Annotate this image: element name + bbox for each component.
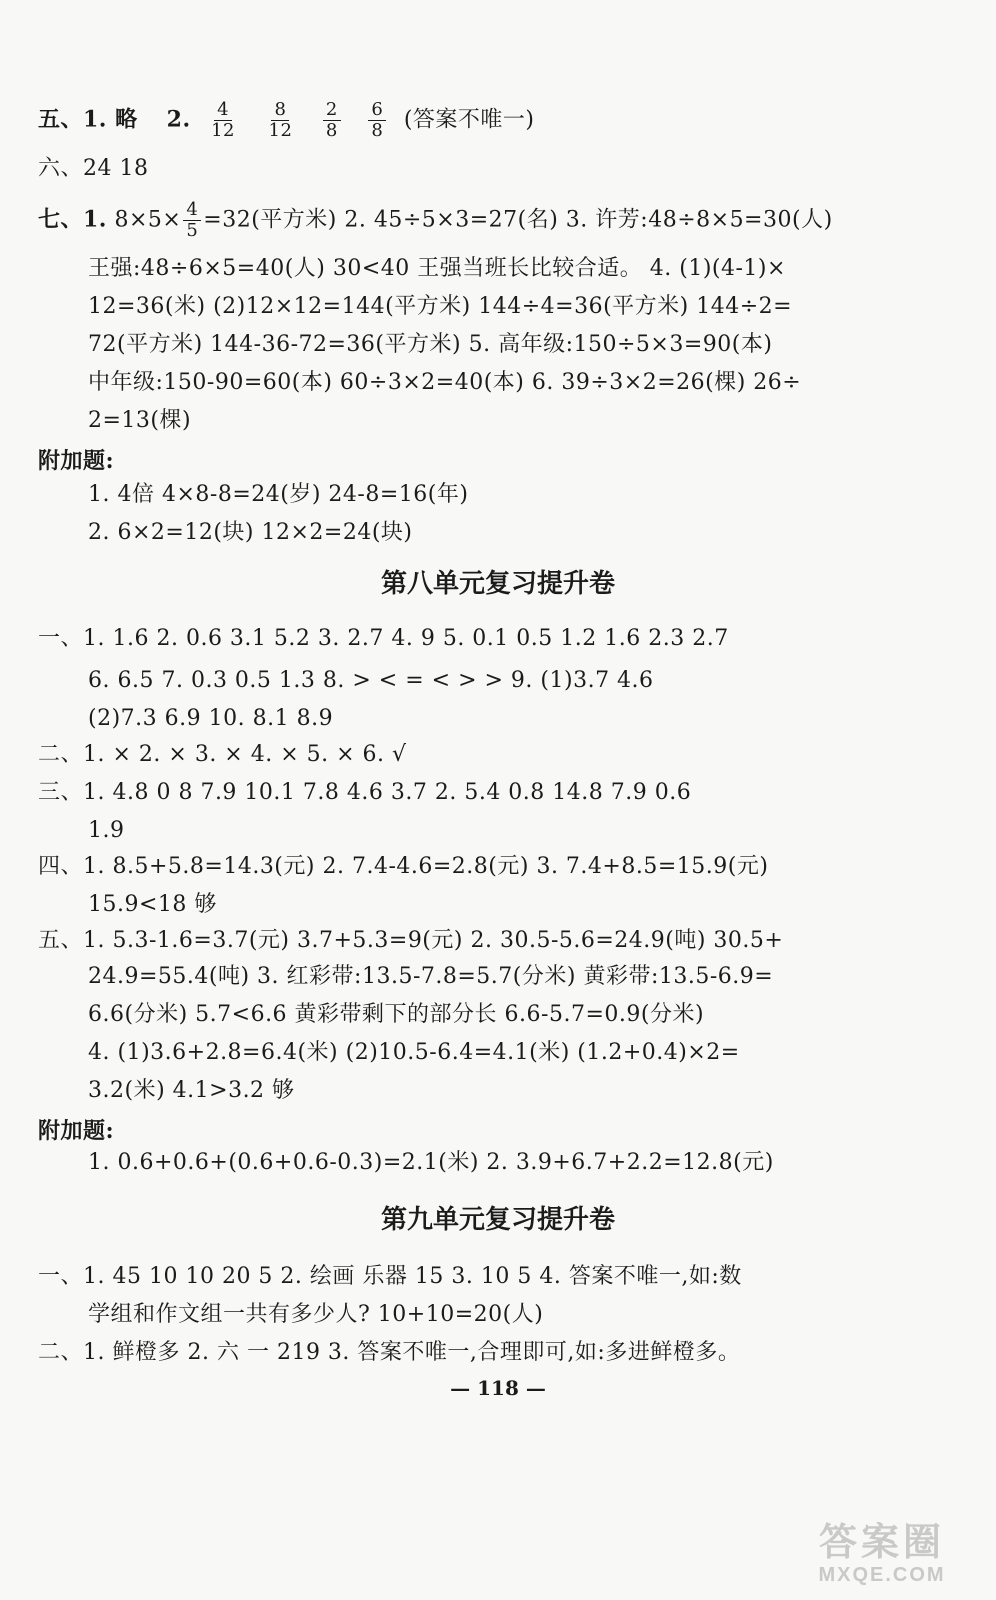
fraction	[183, 200, 201, 241]
sec7-line-1	[38, 200, 833, 241]
watermark-url: MXQE.COM	[818, 1564, 946, 1586]
fraction	[368, 100, 386, 141]
sec7-lead: 七、1.	[38, 206, 107, 233]
sec7-line-2: 王强:48÷6×5=40(人) 30<40 王强当班长比较合适。 4. (1)(4-1)×	[88, 256, 786, 281]
unit9-line: 一、1. 45 10 10 20 5 2. 绘画 乐器 15 3. 10 5 4. 答案不唯一,如:数	[38, 1264, 742, 1289]
unit8-line: 6.6(分米) 5.7<6.6 黄彩带剩下的部分长 6.6-5.7=0.9(分米)	[88, 1002, 705, 1027]
unit9-line: 学组和作文组一共有多少人? 10+10=20(人)	[88, 1302, 544, 1327]
unit8-line: 24.9=55.4(吨) 3. 红彩带:13.5-7.8=5.7(分米) 黄彩带:13.5-6.9=	[88, 964, 774, 989]
sec5-note: (答案不唯一)	[403, 107, 535, 133]
unit8-line: 15.9<18 够	[88, 892, 217, 917]
sec7-line-3: 12=36(米) (2)12×12=144(平方米) 144÷4=36(平方米) 144÷2=	[88, 294, 793, 319]
sec6-line: 六、24 18	[38, 156, 149, 181]
sec7-line-5: 中年级:150-90=60(本) 60÷3×2=40(本) 6. 39÷3×2=26(棵) 26÷	[88, 370, 802, 395]
numerator: 8	[271, 100, 289, 121]
numerator: 6	[368, 100, 386, 121]
fraction	[208, 100, 238, 141]
denominator: 8	[325, 120, 338, 141]
sec7-post: =32(平方米) 2. 45÷5×3=27(名) 3. 许芳:48÷8×5=30(人)	[203, 207, 833, 233]
extra-label: 附加题:	[38, 1118, 115, 1144]
unit8-line: 五、1. 5.3-1.6=3.7(元) 3.7+5.3=9(元) 2. 30.5-5.6=24.9(吨) 30.5+	[38, 928, 784, 953]
unit8-line: 一、1. 1.6 2. 0.6 3.1 5.2 3. 2.7 4. 9 5. 0.1 0.5 1.2 1.6 2.3 2.7	[38, 626, 729, 651]
fraction	[266, 100, 296, 141]
page-number: — 118 —	[450, 1376, 546, 1400]
denominator: 8	[371, 120, 384, 141]
sec5-q2: 2.	[166, 106, 191, 133]
unit8-line: (2)7.3 6.9 10. 8.1 8.9	[88, 706, 334, 731]
unit8-line: 四、1. 8.5+5.8=14.3(元) 2. 7.4-4.6=2.8(元) 3. 7.4+8.5=15.9(元)	[38, 854, 769, 879]
sec7-line-6: 2=13(棵)	[88, 408, 192, 433]
extra-line: 1. 0.6+0.6+(0.6+0.6-0.3)=2.1(米) 2. 3.9+6.7+2.2=12.8(元)	[88, 1150, 774, 1175]
unit8-line: 二、1. × 2. × 3. × 4. × 5. × 6. √	[38, 742, 407, 767]
sec5-line	[38, 100, 535, 141]
unit8-line: 4. (1)3.6+2.8=6.4(米) (2)10.5-6.4=4.1(米) (1.2+0.4)×2=	[88, 1040, 740, 1065]
extra-line-2: 2. 6×2=12(块) 12×2=24(块)	[88, 520, 413, 545]
sec7-pre: 8×5×	[114, 207, 182, 233]
watermark-logo	[782, 1522, 982, 1592]
unit8-line: 三、1. 4.8 0 8 7.9 10.1 7.8 4.6 3.7 2. 5.4 0.8 14.8 7.9 0.6	[38, 780, 692, 805]
numerator: 2	[323, 100, 341, 121]
unit8-line: 6. 6.5 7. 0.3 0.5 1.3 8. > < = < > > 9. (1)3.7 4.6	[88, 668, 654, 693]
watermark-text: 答案圈	[818, 1522, 945, 1564]
unit8-title: 第八单元复习提升卷	[380, 569, 615, 599]
unit8-line: 1.9	[88, 818, 125, 843]
unit9-line: 二、1. 鲜橙多 2. 六 一 219 3. 答案不唯一,合理即可,如:多进鲜橙多。	[38, 1340, 741, 1365]
denominator: 5	[186, 220, 199, 241]
extra-line-1: 1. 4倍 4×8-8=24(岁) 24-8=16(年)	[88, 482, 469, 507]
extra-label: 附加题:	[38, 448, 115, 474]
sec5-lead: 五、1. 略	[38, 106, 138, 133]
unit9-title: 第九单元复习提升卷	[380, 1205, 615, 1235]
sec7-line-4: 72(平方米) 144-36-72=36(平方米) 5. 高年级:150÷5×3=90(本)	[88, 332, 773, 357]
numerator: 4	[214, 100, 232, 121]
unit8-line: 3.2(米) 4.1>3.2 够	[88, 1078, 295, 1103]
fraction	[323, 100, 341, 141]
denominator: 12	[268, 120, 293, 141]
numerator: 4	[183, 200, 201, 221]
denominator: 12	[211, 120, 236, 141]
